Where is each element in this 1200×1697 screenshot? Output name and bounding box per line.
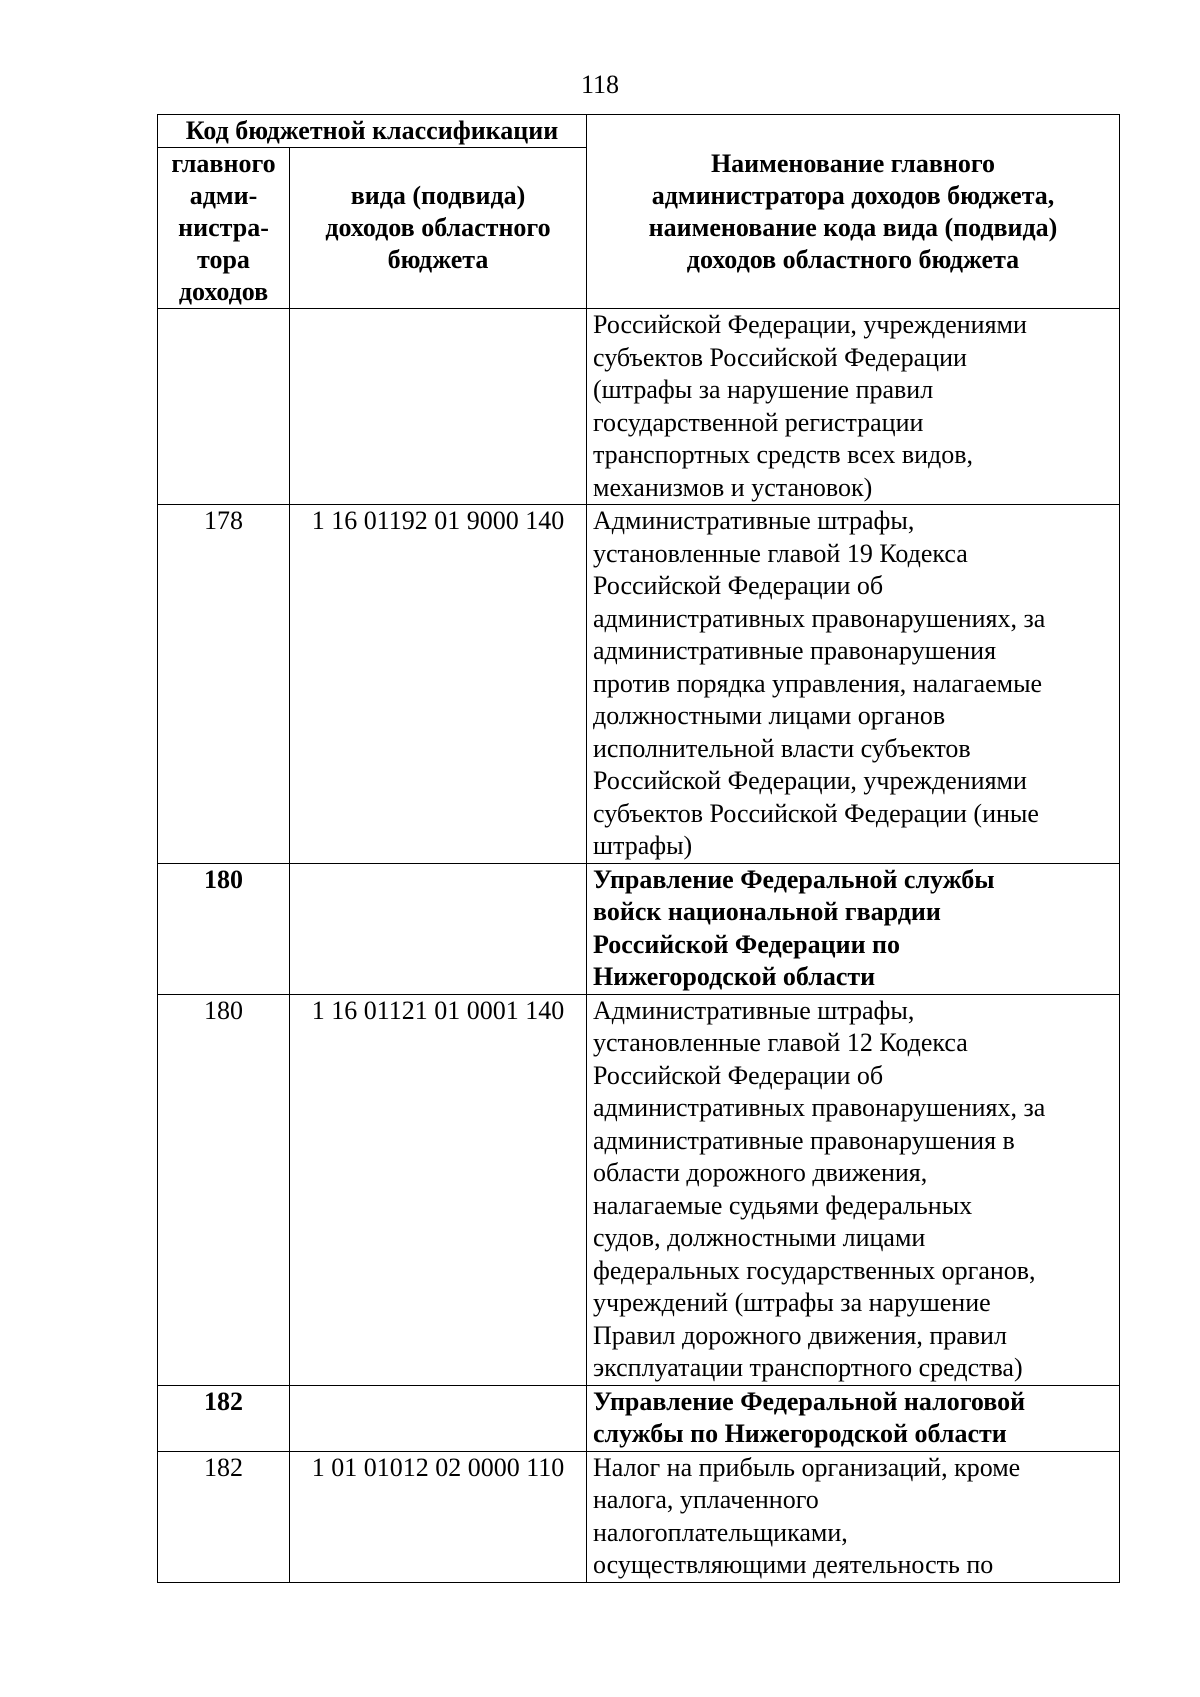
header-code-line: бюджета [387,245,489,274]
cell-name-line: Управление Федеральной налоговой [593,1386,1026,1416]
cell-name-line: области дорожного движения, [593,1158,928,1187]
table-row [158,994,1120,1385]
cell-name-line: Российской Федерации, учреждениями [593,766,1027,795]
cell-name-line: налога, уплаченного [593,1485,819,1514]
header-admin-line: доходов [178,277,269,306]
cell-income-code [290,863,587,994]
cell-name-line: административные правонарушения в [593,1125,1015,1155]
table-row [158,1451,1120,1582]
cell-name [587,505,1120,864]
cell-name-line: против порядка управления, налагаемые [593,668,1043,698]
cell-income-code: 1 16 01121 01 0001 140 [290,994,587,1385]
cell-name-line: исполнительной власти субъектов [593,733,971,763]
cell-income-code: 1 01 01012 02 0000 110 [290,1451,587,1582]
header-budget-classification: Код бюджетной классификации [158,115,587,148]
page-number: 118 [580,70,620,99]
cell-name-line: войск национальной гвардии [593,897,941,926]
cell-admin-code: 178 [158,505,290,864]
header-code-line: вида (подвида) [350,181,526,210]
cell-name [587,309,1120,505]
cell-admin-code [158,309,290,505]
cell-name-line: Правил дорожного движения, правил [593,1320,1007,1350]
cell-name-line: Налог на прибыль организаций, кроме [593,1452,1021,1482]
cell-income-code: 1 16 01192 01 9000 140 [290,505,587,864]
cell-name-line: Нижегородской области [593,962,876,991]
header-admin-line: адми- [189,181,258,210]
cell-name [587,1385,1120,1451]
cell-name-line: штрафы) [593,831,693,860]
header-admin-line: главного [171,149,276,178]
header-name-line: Наименование главного [710,148,996,178]
cell-name-line: (штрафы за нарушение правил [593,375,934,404]
cell-name-line: федеральных государственных органов, [593,1255,1036,1285]
cell-name-line: налагаемые судьями федеральных [593,1190,973,1220]
table-row [158,309,1120,505]
cell-name-line: осуществляющими деятельность по [593,1550,994,1579]
header-admin-column [158,148,290,309]
cell-name-line: Административные штрафы, [593,506,915,535]
cell-admin-code: 182 [158,1385,290,1451]
header-code-column [290,148,587,309]
cell-name-line: Российской Федерации, учреждениями [593,310,1027,339]
cell-name-line: службы по Нижегородской области [593,1419,1007,1448]
header-admin-line: тора [197,245,250,274]
cell-name-line: налогоплательщиками, [593,1517,848,1547]
cell-name-line: административных правонарушениях, за [593,603,1046,633]
cell-name-line: административных правонарушениях, за [593,1093,1046,1122]
cell-name [587,863,1120,994]
cell-name [587,994,1120,1385]
table-row [158,863,1120,994]
cell-name-line: Российской Федерации об [593,571,884,600]
cell-name-line: государственной регистрации [593,407,924,437]
cell-name-line: Российской Федерации об [593,1060,884,1090]
cell-name-line: эксплуатации транспортного средства) [593,1353,1023,1382]
header-name-line: доходов областного бюджета [686,244,1020,274]
cell-name-line: Управление Федеральной службы [593,864,995,894]
table-row [158,505,1120,864]
cell-name-line: административные правонарушения [593,636,997,665]
cell-name-line: должностными лицами органов [593,701,946,730]
cell-name-line: субъектов Российской Федерации [593,342,967,372]
cell-admin-code: 180 [158,863,290,994]
table-body [158,309,1120,1583]
cell-name-line: транспортных средств всех видов, [593,440,974,469]
header-admin-line: нистра- [178,213,269,242]
cell-name-line: Российской Федерации по [593,929,901,959]
cell-name-line: Административные штрафы, [593,995,915,1025]
cell-income-code [290,309,587,505]
cell-name [587,1451,1120,1582]
cell-income-code [290,1385,587,1451]
header-name-column [587,115,1120,309]
header-name-line: администратора доходов бюджета, [651,180,1055,210]
budget-classification-table [157,114,1120,1583]
cell-admin-code: 180 [158,994,290,1385]
cell-name-line: установленные главой 19 Кодекса [593,538,968,568]
cell-name-line: субъектов Российской Федерации (иные [593,798,1039,828]
table-row [158,1385,1120,1451]
cell-admin-code: 182 [158,1451,290,1582]
cell-name-line: учреждений (штрафы за нарушение [593,1288,991,1317]
cell-name-line: механизмов и установок) [593,472,873,502]
header-name-line: наименование кода вида (подвида) [648,212,1058,242]
header-code-line: доходов областного [325,213,551,242]
cell-name-line: установленные главой 12 Кодекса [593,1028,968,1057]
cell-name-line: судов, должностными лицами [593,1223,926,1252]
